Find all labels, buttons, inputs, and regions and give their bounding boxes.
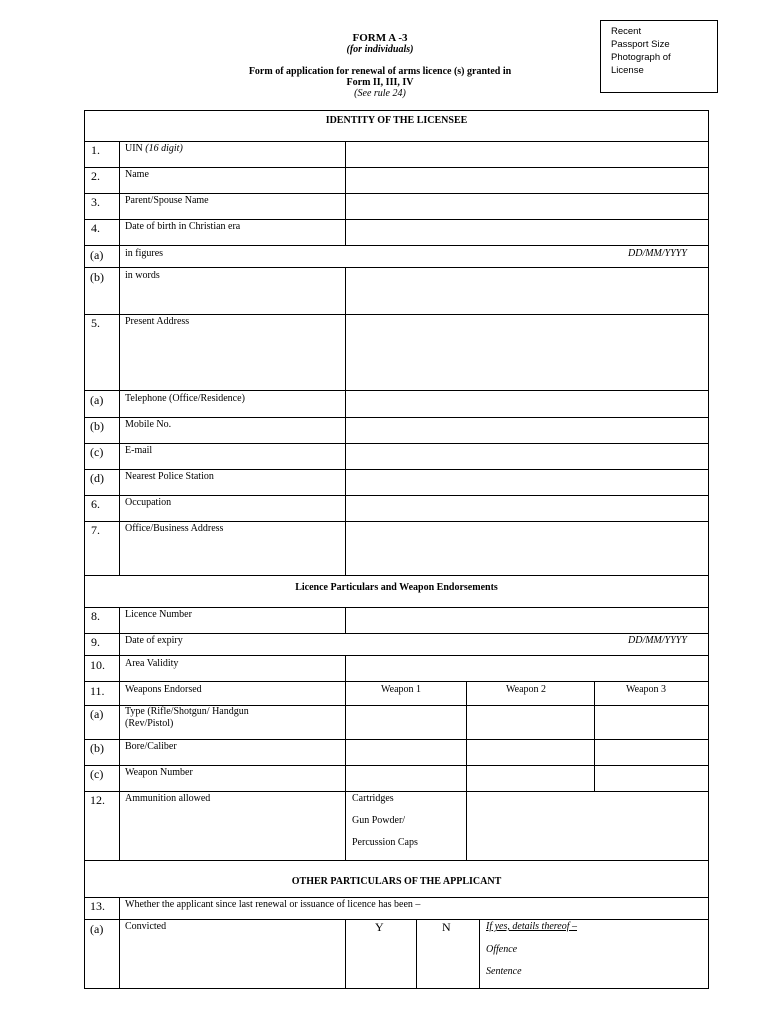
row-13-label: Whether the applicant since last renewal or issuance of licence has been – xyxy=(125,899,421,910)
row-9-number: 9. xyxy=(91,635,100,649)
row-12-label: Ammunition allowed xyxy=(125,793,211,804)
form-audience: (for individuals) xyxy=(346,44,414,55)
row-4a-number: (a) xyxy=(90,248,104,262)
business-address-field[interactable] xyxy=(346,522,708,575)
row-13a-number: (a) xyxy=(90,922,104,936)
row-12-number: 12. xyxy=(90,793,105,807)
weapon-2-header: Weapon 2 xyxy=(506,684,547,695)
row-2-label: Name xyxy=(125,169,149,180)
mobile-field[interactable] xyxy=(346,418,708,443)
row-1-number: 1. xyxy=(91,143,100,157)
row-6-number: 6. xyxy=(91,497,100,511)
row-5-number: 5. xyxy=(91,316,100,330)
row-2-number: 2. xyxy=(91,169,100,183)
row-7-number: 7. xyxy=(91,523,100,537)
row-11b-number: (b) xyxy=(90,741,104,755)
uin-field[interactable] xyxy=(346,142,708,167)
police-station-field[interactable] xyxy=(346,470,708,495)
dob-figures-field[interactable]: DD/MM/YYYY xyxy=(628,248,687,259)
row-4-number: 4. xyxy=(91,221,100,235)
row-10-number: 10. xyxy=(90,658,105,672)
row-5a-number: (a) xyxy=(90,393,104,407)
area-validity-field[interactable] xyxy=(346,656,708,681)
row-8-number: 8. xyxy=(91,609,100,623)
row-13a-label: Convicted xyxy=(125,921,167,932)
section-identity-title: IDENTITY OF THE LICENSEE xyxy=(325,115,468,126)
section-other-title: OTHER PARTICULARS OF THE APPLICANT xyxy=(291,876,502,887)
parent-spouse-field[interactable] xyxy=(346,194,708,219)
email-field[interactable] xyxy=(346,444,708,469)
row-5d-label: Nearest Police Station xyxy=(125,471,214,482)
name-field[interactable] xyxy=(346,168,708,193)
row-5c-label: E-mail xyxy=(125,445,153,456)
offence-label: Offence xyxy=(486,944,518,955)
photo-box-line-1: Recent xyxy=(611,26,642,37)
passport-photo-box xyxy=(600,20,718,93)
row-5-label: Present Address xyxy=(125,316,190,327)
section-licence-title: Licence Particulars and Weapon Endorsements xyxy=(295,582,498,593)
row-5a-label: Telephone (Office/Residence) xyxy=(125,393,245,404)
row-10-label: Area Validity xyxy=(125,658,179,669)
photo-box-line-3: Photograph of xyxy=(611,52,671,63)
row-5b-number: (b) xyxy=(90,419,104,433)
row-3-label: Parent/Spouse Name xyxy=(125,195,209,206)
row-11b-label: Bore/Caliber xyxy=(125,741,177,752)
ammo-cartridges-label: Cartridges xyxy=(352,793,394,804)
convicted-details-label: If yes, details thereof – xyxy=(486,921,577,932)
row-4a-label: in figures xyxy=(125,248,164,259)
form-number: FORM A -3 xyxy=(352,32,408,44)
row-11-label: Weapons Endorsed xyxy=(125,684,202,695)
row-7-label: Office/Business Address xyxy=(125,523,224,534)
row-6-label: Occupation xyxy=(125,497,172,508)
row-11a-label-2: (Rev/Pistol) xyxy=(125,718,174,729)
form-title-line-2: Form II, III, IV xyxy=(346,77,414,88)
row-4b-label: in words xyxy=(125,270,160,281)
row-11-number: 11. xyxy=(90,684,105,698)
row-5b-label: Mobile No. xyxy=(125,419,172,430)
photo-box-line-2: Passport Size xyxy=(611,39,670,50)
licence-number-field[interactable] xyxy=(346,608,708,633)
telephone-field[interactable] xyxy=(346,391,708,417)
convicted-no-option[interactable]: N xyxy=(442,920,451,934)
row-11a-number: (a) xyxy=(90,707,104,721)
present-address-field[interactable] xyxy=(346,315,708,390)
row-11a-label-1: Type (Rifle/Shotgun/ Handgun xyxy=(125,706,249,717)
row-5c-number: (c) xyxy=(90,445,104,459)
row-11c-label: Weapon Number xyxy=(125,767,193,778)
weapon-1-header: Weapon 1 xyxy=(381,684,422,695)
row-9-label: Date of expiry xyxy=(125,635,183,646)
sentence-label: Sentence xyxy=(486,966,522,977)
row-5d-number: (d) xyxy=(90,471,104,485)
row-4-label: Date of birth in Christian era xyxy=(125,221,241,232)
row-13-number: 13. xyxy=(90,899,105,913)
expiry-date-field[interactable]: DD/MM/YYYY xyxy=(628,635,687,646)
row-1-label: UIN (16 digit) xyxy=(125,143,183,154)
form-rule: (See rule 24) xyxy=(354,88,406,99)
form-title-line-1: Form of application for renewal of arms licence (s) granted in xyxy=(248,66,512,77)
ammo-gunpowder-label: Gun Powder/ xyxy=(352,815,406,826)
dob-words-field[interactable] xyxy=(346,268,708,314)
occupation-field[interactable] xyxy=(346,496,708,521)
ammo-caps-label: Percussion Caps xyxy=(352,837,418,848)
photo-box-line-4: License xyxy=(611,65,644,76)
row-3-number: 3. xyxy=(91,195,100,209)
row-4b-number: (b) xyxy=(90,270,104,284)
convicted-yes-option[interactable]: Y xyxy=(375,920,384,934)
row-8-label: Licence Number xyxy=(125,609,192,620)
row-11c-number: (c) xyxy=(90,767,104,781)
weapon-3-header: Weapon 3 xyxy=(626,684,667,695)
